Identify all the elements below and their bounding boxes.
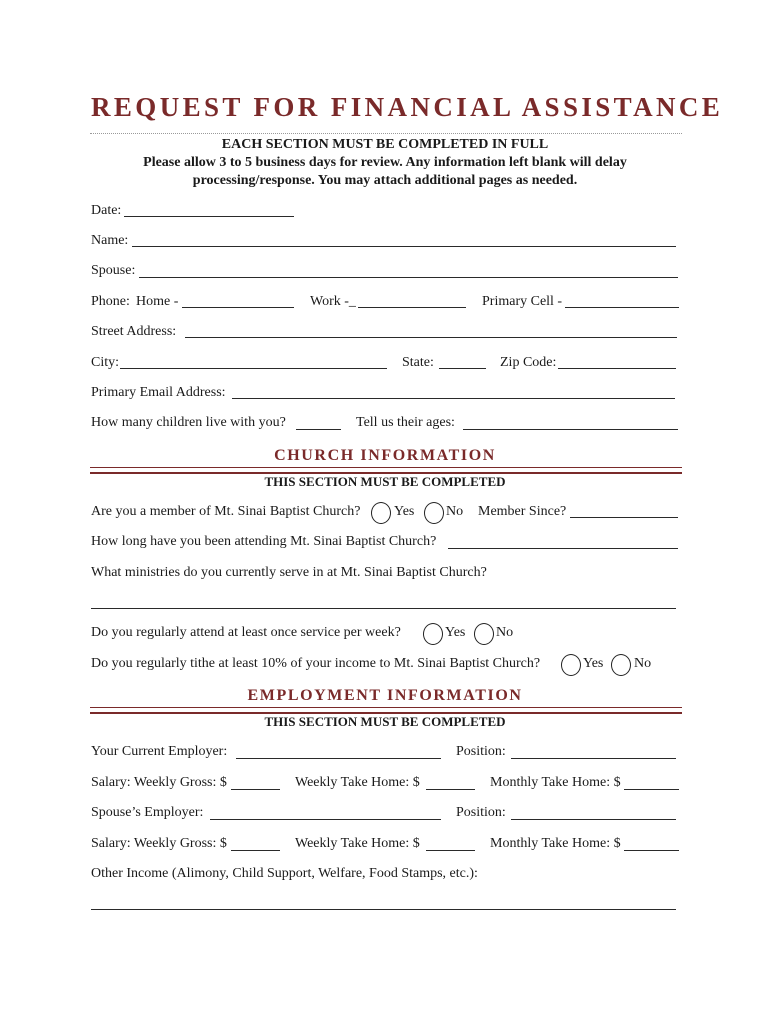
phone-label: Phone: bbox=[91, 294, 130, 309]
weekly-gross-field[interactable] bbox=[231, 789, 280, 790]
date-field[interactable] bbox=[124, 216, 294, 217]
tithe-no-radio[interactable] bbox=[611, 654, 631, 676]
spouse-weekly-take-label: Weekly Take Home: $ bbox=[295, 836, 420, 851]
employer-field[interactable] bbox=[236, 758, 441, 759]
children-label: How many children live with you? bbox=[91, 415, 286, 430]
church-section-subtitle: THIS SECTION MUST BE COMPLETED bbox=[264, 474, 506, 489]
member-no-label: No bbox=[446, 504, 464, 519]
ages-label: Tell us their ages: bbox=[356, 415, 455, 430]
spouse-employer-field[interactable] bbox=[210, 819, 441, 820]
spouse-weekly-gross-label: Salary: Weekly Gross: $ bbox=[91, 836, 227, 851]
email-label: Primary Email Address: bbox=[91, 385, 226, 400]
state-field[interactable] bbox=[439, 368, 486, 369]
weekly-take-label: Weekly Take Home: $ bbox=[295, 775, 420, 790]
member-yes-radio[interactable] bbox=[371, 502, 391, 524]
city-field[interactable] bbox=[120, 368, 387, 369]
position-field[interactable] bbox=[511, 758, 676, 759]
name-label: Name: bbox=[91, 233, 129, 248]
city-label: City: bbox=[91, 355, 120, 370]
form-title: REQUEST FOR FINANCIAL ASSISTANCE bbox=[91, 92, 724, 122]
state-label: State: bbox=[402, 355, 434, 370]
other-income-field[interactable] bbox=[91, 909, 676, 910]
instruction-line-2: Please allow 3 to 5 business days for review. Any information left blank will delay bbox=[143, 155, 627, 170]
cell-phone-field[interactable] bbox=[565, 307, 679, 308]
spouse-employer-label: Spouse’s Employer: bbox=[91, 805, 204, 820]
zip-label: Zip Code: bbox=[500, 355, 557, 370]
spouse-monthly-take-field[interactable] bbox=[624, 850, 679, 851]
spouse-weekly-gross-field[interactable] bbox=[231, 850, 280, 851]
member-no-radio[interactable] bbox=[424, 502, 444, 524]
home-phone-label: Home - bbox=[136, 294, 179, 309]
cell-phone-label: Primary Cell - bbox=[482, 294, 563, 309]
church-section-rule bbox=[90, 467, 682, 474]
street-field[interactable] bbox=[185, 337, 677, 338]
work-phone-field[interactable] bbox=[358, 307, 466, 308]
monthly-take-label: Monthly Take Home: $ bbox=[490, 775, 621, 790]
children-field[interactable] bbox=[296, 429, 341, 430]
attend-no-radio[interactable] bbox=[474, 623, 494, 645]
date-label: Date: bbox=[91, 203, 122, 218]
attend-yes-label: Yes bbox=[445, 625, 466, 640]
ages-field[interactable] bbox=[463, 429, 678, 430]
work-phone-label: Work -_ bbox=[310, 294, 356, 309]
weekly-take-field[interactable] bbox=[426, 789, 475, 790]
attend-yes-radio[interactable] bbox=[423, 623, 443, 645]
tithe-question: Do you regularly tithe at least 10% of your income to Mt. Sinai Baptist Church? bbox=[91, 656, 541, 671]
tithe-yes-label: Yes bbox=[583, 656, 604, 671]
zip-field[interactable] bbox=[558, 368, 676, 369]
position-label: Position: bbox=[456, 744, 506, 759]
name-field[interactable] bbox=[132, 246, 676, 247]
member-since-label: Member Since? bbox=[478, 504, 567, 519]
weekly-gross-label: Salary: Weekly Gross: $ bbox=[91, 775, 227, 790]
spouse-label: Spouse: bbox=[91, 263, 136, 278]
monthly-take-field[interactable] bbox=[624, 789, 679, 790]
attending-field[interactable] bbox=[448, 548, 678, 549]
member-since-field[interactable] bbox=[570, 517, 678, 518]
employer-label: Your Current Employer: bbox=[91, 744, 228, 759]
ministries-question: What ministries do you currently serve in at Mt. Sinai Baptist Church? bbox=[91, 565, 487, 580]
instruction-line-3: processing/response. You may attach additional pages as needed. bbox=[192, 173, 578, 188]
email-field[interactable] bbox=[232, 398, 675, 399]
home-phone-field[interactable] bbox=[182, 307, 294, 308]
tithe-yes-radio[interactable] bbox=[561, 654, 581, 676]
instruction-line-1: EACH SECTION MUST BE COMPLETED IN FULL bbox=[221, 137, 549, 152]
street-label: Street Address: bbox=[91, 324, 177, 339]
ministries-field[interactable] bbox=[91, 608, 676, 609]
church-section-title: CHURCH INFORMATION bbox=[274, 447, 496, 464]
spouse-weekly-take-field[interactable] bbox=[426, 850, 475, 851]
other-income-label: Other Income (Alimony, Child Support, Welfare, Food Stamps, etc.): bbox=[91, 866, 478, 881]
attend-no-label: No bbox=[496, 625, 514, 640]
member-question: Are you a member of Mt. Sinai Baptist Church? bbox=[91, 504, 361, 519]
employment-section-rule bbox=[90, 707, 682, 714]
title-divider bbox=[90, 133, 682, 134]
tithe-no-label: No bbox=[634, 656, 652, 671]
spouse-monthly-take-label: Monthly Take Home: $ bbox=[490, 836, 621, 851]
spouse-field[interactable] bbox=[139, 277, 678, 278]
employment-section-title: EMPLOYMENT INFORMATION bbox=[247, 687, 523, 704]
spouse-position-label: Position: bbox=[456, 805, 506, 820]
member-yes-label: Yes bbox=[394, 504, 415, 519]
attend-question: Do you regularly attend at least once service per week? bbox=[91, 625, 401, 640]
attending-question: How long have you been attending Mt. Sinai Baptist Church? bbox=[91, 534, 437, 549]
employment-section-subtitle: THIS SECTION MUST BE COMPLETED bbox=[264, 714, 506, 729]
spouse-position-field[interactable] bbox=[511, 819, 676, 820]
